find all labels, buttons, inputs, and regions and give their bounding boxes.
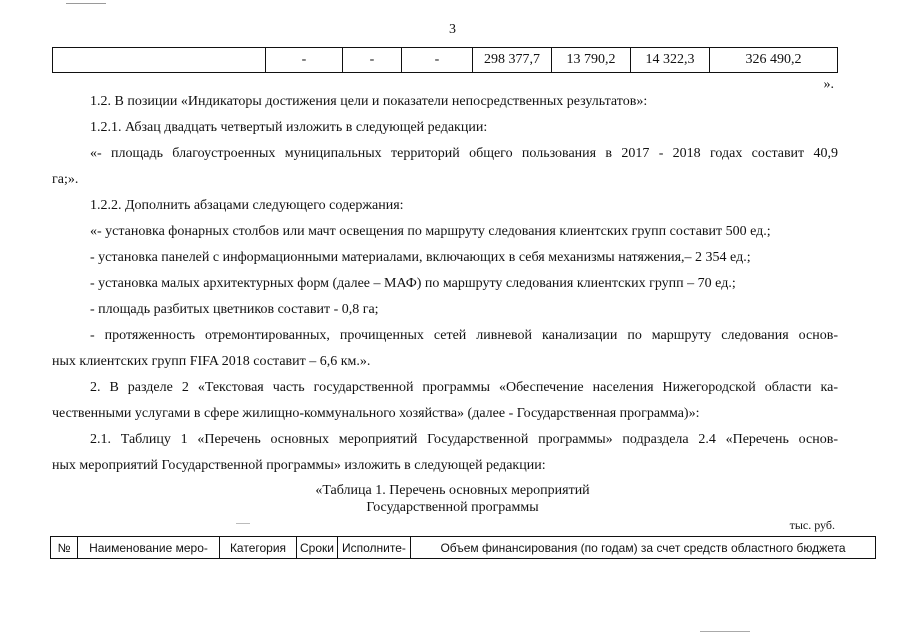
header-cell-funding: Объем финансирования (по годам) за счет средств областного бюджета xyxy=(410,537,875,559)
table-header-row xyxy=(51,537,876,559)
table-cell: - xyxy=(343,48,402,73)
table-row xyxy=(53,48,838,73)
paragraph-panels: - установка панелей с информационными материалами, включающих в себя механизмы натяжения,– 2 354 ед.; xyxy=(90,250,751,265)
table-caption-line-2: Государственной программы xyxy=(366,500,539,515)
table-caption-line-1: «Таблица 1. Перечень основных мероприятий xyxy=(315,483,590,498)
header-cell-name: Наименование меро- xyxy=(78,537,220,559)
table-cell xyxy=(53,48,266,73)
paragraph-maf: - установка малых архитектурных форм (далее – МАФ) по маршруту следования клиентских групп – 70 ед.; xyxy=(90,276,736,291)
paragraph-section-2-line-1: 2. В разделе 2 «Текстовая часть государственной программы «Обеспечение населения Нижегородской области ка- xyxy=(90,380,838,395)
table-cell: - xyxy=(266,48,343,73)
activities-table-header xyxy=(50,536,876,559)
paragraph-1-2-1: 1.2.1. Абзац двадцать четвертый изложить в следующей редакции: xyxy=(90,120,488,135)
paragraph-section-2-line-2: чественными услугами в сфере жилищно-коммунального хозяйства» (далее - Государственная программа)»: xyxy=(52,406,700,421)
scan-artifact-mid xyxy=(236,523,250,524)
units-label: тыс. руб. xyxy=(789,518,835,532)
header-cell-category: Категория xyxy=(220,537,297,559)
paragraph-2-1-line-2: ных мероприятий Государственной программы» изложить в следующей редакции: xyxy=(52,458,546,473)
paragraph-2-1-line-1: 2.1. Таблицу 1 «Перечень основных мероприятий Государственной программы» подраздела 2.4 «Перечень основ- xyxy=(90,432,838,447)
header-cell-terms: Сроки xyxy=(297,537,338,559)
paragraph-sewer-line-2: ных клиентских групп FIFA 2018 составит – 6,6 км.». xyxy=(52,354,371,369)
table-cell: 14 322,3 xyxy=(631,48,710,73)
header-cell-number: № xyxy=(51,537,78,559)
scan-artifact-bottom xyxy=(700,631,750,632)
paragraph-lamps: «- установка фонарных столбов или мачт освещения по маршруту следования клиентских групп составит 500 ед.; xyxy=(90,224,771,239)
table-caption xyxy=(0,482,905,516)
table-cell: - xyxy=(402,48,473,73)
paragraph-sewer-line-1: - протяженность отремонтированных, прочищенных сетей ливневой канализации по маршруту следования основ- xyxy=(90,328,838,343)
paragraph-flowerbeds: - площадь разбитых цветников составит - 0,8 га; xyxy=(90,302,379,317)
paragraph-area-line-1: «- площадь благоустроенных муниципальных территорий общего пользования в 2017 - 2018 годах составит 40,9 xyxy=(90,146,838,161)
page-number: 3 xyxy=(449,22,456,37)
scan-artifact-top xyxy=(66,3,106,4)
closing-quote: ». xyxy=(823,77,834,92)
paragraph-1-2-2: 1.2.2. Дополнить абзацами следующего содержания: xyxy=(90,198,404,213)
paragraph-area-line-2: га;». xyxy=(52,172,79,187)
top-table xyxy=(52,47,838,73)
header-cell-executor: Исполните- xyxy=(337,537,410,559)
table-cell: 13 790,2 xyxy=(552,48,631,73)
table-cell: 326 490,2 xyxy=(710,48,838,73)
table-cell: 298 377,7 xyxy=(473,48,552,73)
paragraph-1-2: 1.2. В позиции «Индикаторы достижения цели и показатели непосредственных результатов»: xyxy=(90,94,648,109)
